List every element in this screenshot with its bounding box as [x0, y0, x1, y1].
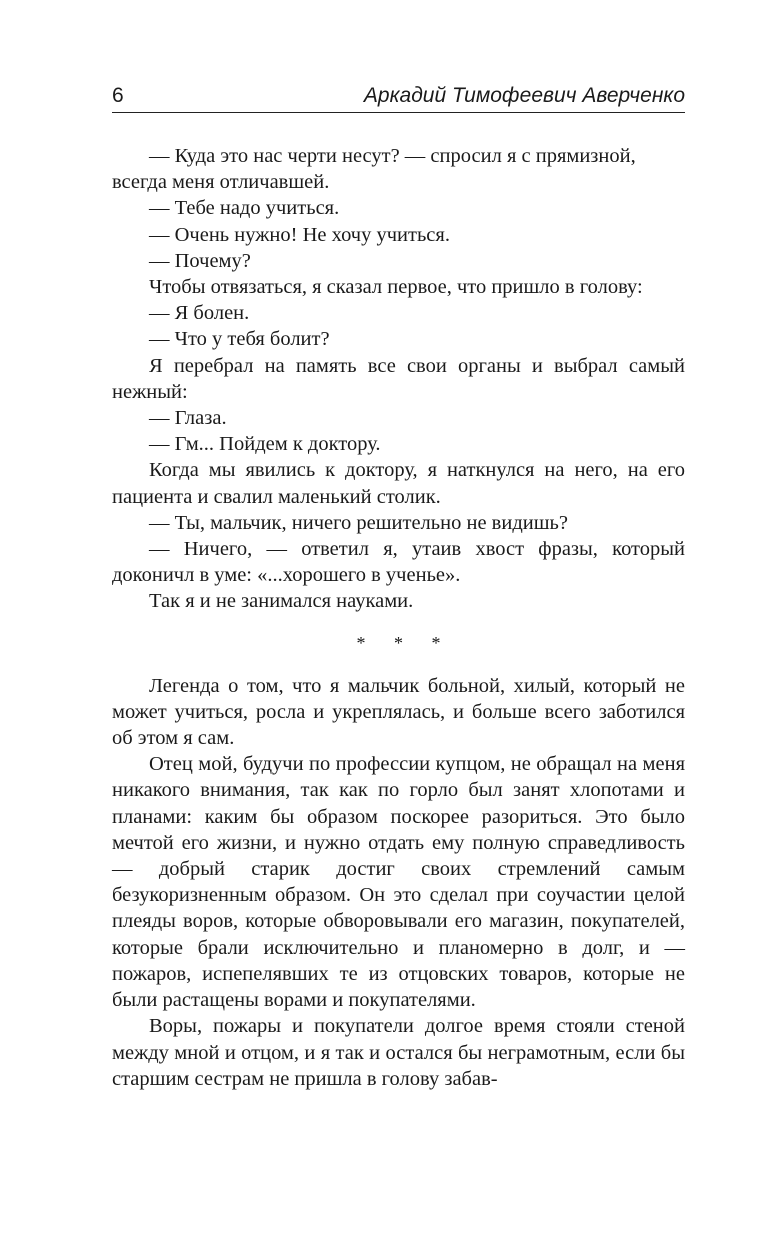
paragraph: Я перебрал на память все свои органы и выбрал самый нежный:: [112, 354, 685, 403]
paragraph: — Тебе надо учиться.: [149, 197, 340, 220]
page-body: [112, 143, 685, 1092]
paragraph: Чтобы отвязаться, я сказал первое, что пришло в голову:: [149, 276, 643, 299]
page-number: 6: [112, 84, 124, 107]
paragraph: Отец мой, будучи по профессии купцом, не обращал на меня никакого внимания, так как по горло был занят хлопотами и планами: каким бы образом поскорее разориться. Это было мечтой его жизни, и нужно отдать ему полную справедливость — добрый старик достиг своих стремлений самым безукоризненным образом. Он это сделал при соучастии целой плеяды воров, которые обворовывали его магазин, покупателей, которые брали исключительно и планомерно в долг, и — пожаров, испепелявших те из отцовских товаров, которые не были растащены ворами и покупателями.: [112, 753, 685, 1012]
paragraph: — Что у тебя болит?: [149, 328, 330, 351]
paragraph: — Глаза.: [149, 407, 227, 430]
running-title-author: Аркадий Тимофеевич Аверченко: [363, 84, 685, 107]
paragraph: — Ничего, — ответил я, утаив хвост фразы, который доконичл в уме: «...хорошего в ученье».: [112, 538, 685, 587]
paragraph: Так я и не занимался науками.: [149, 590, 414, 613]
paragraph: — Очень нужно! Не хочу учиться.: [149, 223, 450, 246]
page-header: [112, 80, 685, 113]
paragraph: — Я болен.: [149, 302, 250, 325]
paragraph: Легенда о том, что я мальчик больной, хилый, который не может учиться, росла и укреплялась, и больше всего заботился об этом я сам.: [112, 674, 685, 750]
book-page: [112, 80, 685, 1092]
paragraph: — Куда это нас черти несут? — спросил я с прямизной, всегда меня отличавшей.: [112, 145, 636, 194]
section-separator: * * *: [356, 632, 453, 653]
paragraph: — Ты, мальчик, ничего решительно не видишь?: [149, 511, 568, 534]
paragraph: — Почему?: [149, 249, 251, 272]
paragraph: Когда мы явились к доктору, я наткнулся на него, на его пациента и свалил маленький столик.: [112, 459, 685, 508]
paragraph: Воры, пожары и покупатели долгое время стояли стеной между мной и отцом, и я так и остался бы неграмотным, если бы старшим сестрам не пришла в голову забав-: [112, 1015, 685, 1090]
paragraph: — Гм... Пойдем к доктору.: [149, 433, 381, 456]
